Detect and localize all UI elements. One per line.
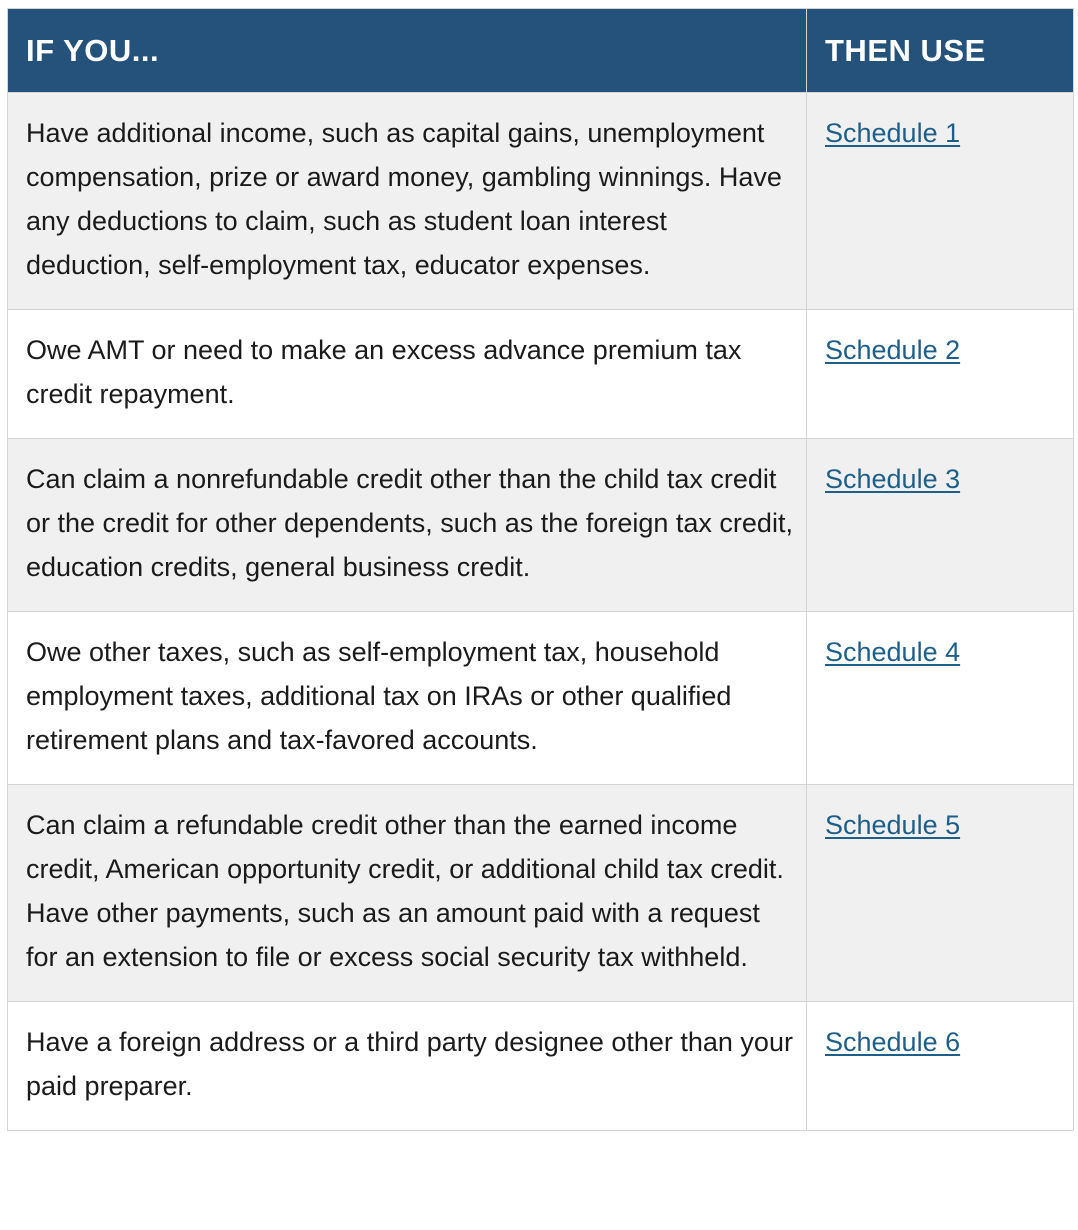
condition-cell: Can claim a nonrefundable credit other than the child tax credit or the credit for other dependents, such as the foreign tax credit, education credits, general business credit. <box>8 439 807 612</box>
table-body <box>8 93 1074 1131</box>
schedule-cell <box>807 785 1074 1002</box>
schedule-4-link[interactable]: Schedule 4 <box>825 637 961 667</box>
header-then-use: THEN USE <box>807 9 1074 93</box>
schedule-cell <box>807 93 1074 310</box>
header-row <box>8 9 1074 93</box>
schedule-5-link[interactable]: Schedule 5 <box>825 810 961 840</box>
schedule-6-link[interactable]: Schedule 6 <box>825 1027 961 1057</box>
header-if-you: IF YOU... <box>8 9 807 93</box>
schedule-1-link[interactable]: Schedule 1 <box>825 118 961 148</box>
table-row <box>8 785 1074 1002</box>
table-row <box>8 612 1074 785</box>
schedule-3-link[interactable]: Schedule 3 <box>825 464 961 494</box>
condition-cell: Have additional income, such as capital gains, unemployment compensation, prize or award money, gambling winnings. Have any deductions to claim, such as student loan interest deduction, self-employment tax, educator expenses. <box>8 93 807 310</box>
table-row <box>8 1002 1074 1131</box>
schedule-2-link[interactable]: Schedule 2 <box>825 335 961 365</box>
condition-cell: Owe other taxes, such as self-employment tax, household employment taxes, additional tax on IRAs or other qualified retirement plans and tax-favored accounts. <box>8 612 807 785</box>
condition-cell: Can claim a refundable credit other than the earned income credit, American opportunity credit, or additional child tax credit. Have other payments, such as an amount paid with a request for an extension to file or excess social security tax withheld. <box>8 785 807 1002</box>
condition-cell: Owe AMT or need to make an excess advance premium tax credit repayment. <box>8 310 807 439</box>
table-row <box>8 439 1074 612</box>
schedule-table <box>7 8 1074 1131</box>
schedule-cell <box>807 439 1074 612</box>
table-header <box>8 9 1074 93</box>
schedule-cell <box>807 1002 1074 1131</box>
condition-cell: Have a foreign address or a third party designee other than your paid preparer. <box>8 1002 807 1131</box>
schedule-cell <box>807 310 1074 439</box>
schedule-cell <box>807 612 1074 785</box>
table-row <box>8 310 1074 439</box>
table-row <box>8 93 1074 310</box>
